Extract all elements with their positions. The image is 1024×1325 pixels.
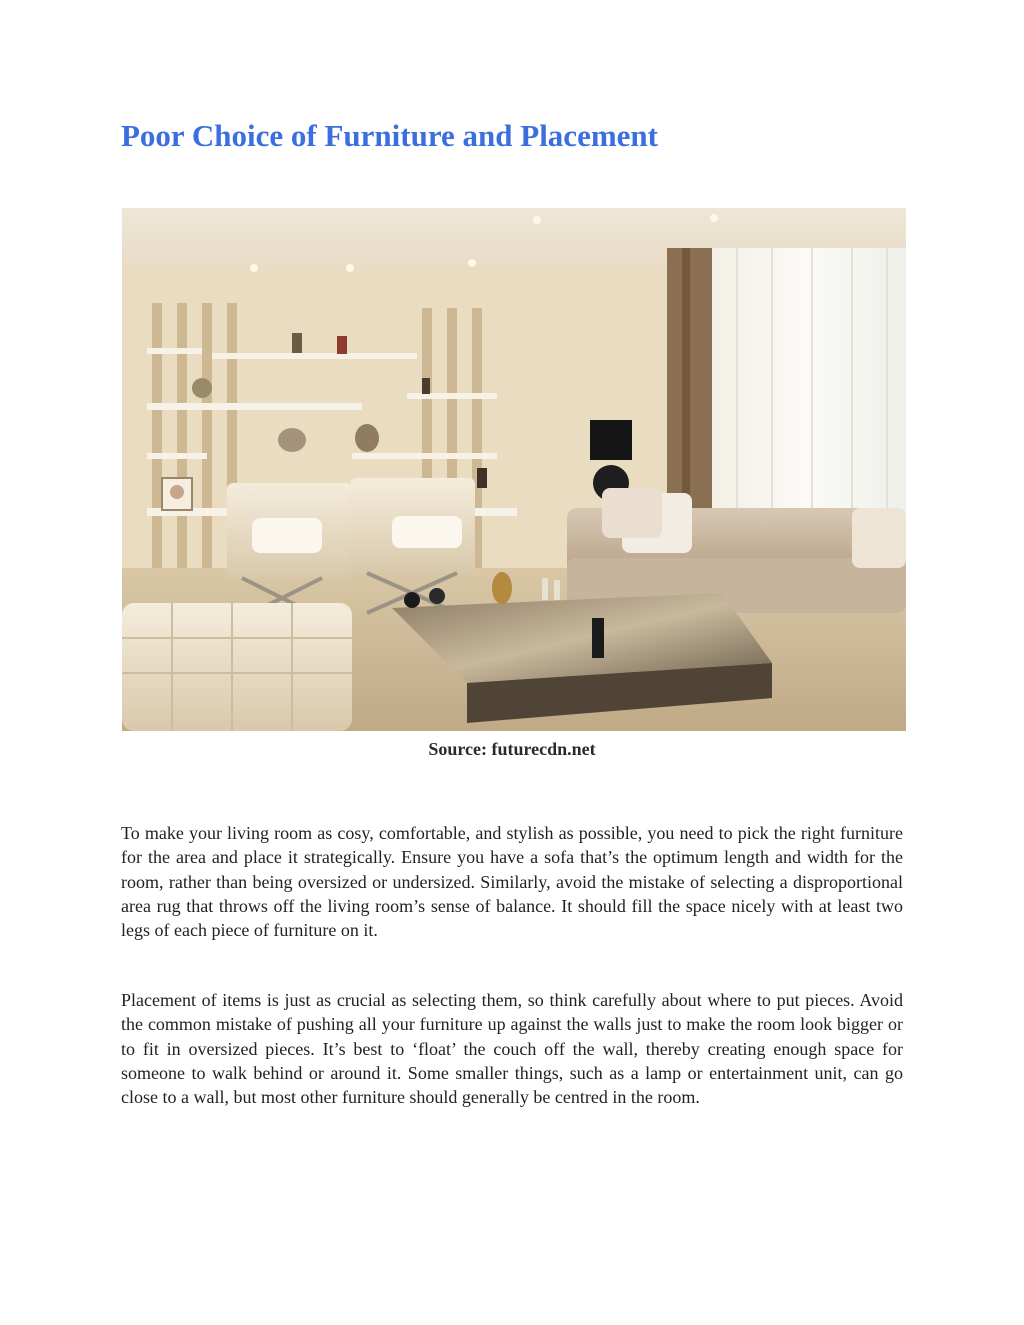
image-caption: Source: futurecdn.net (428, 739, 596, 759)
page-title: Poor Choice of Furniture and Placement (121, 118, 658, 153)
body-paragraph-1: To make your living room as cosy, comfortable, and stylish as possible, you need to pick the right furniture for the area and place it strategically. Ensure you have a sofa that’s the optimum length and width for the room, rather than being oversized or undersized. Similarly, avoid the mistake of selecting a disproportional area rug that throws off the living room’s sense of balance. It should fill the space nicely with at least two legs of each piece of furniture on it. (121, 823, 903, 941)
living-room-photo (122, 208, 906, 731)
living-room-illustration (122, 208, 906, 731)
body-paragraph-2: Placement of items is just as crucial as selecting them, so think carefully about where to put pieces. Avoid the common mistake of pushing all your furniture up against the walls just to make the room look bigger or to fit in oversized pieces. It’s best to ‘float’ the couch off the wall, thereby creating enough space for someone to walk behind or around it. Some smaller things, such as a lamp or entertainment unit, can go close to a wall, but most other furniture should generally be centred in the room. (121, 990, 903, 1108)
